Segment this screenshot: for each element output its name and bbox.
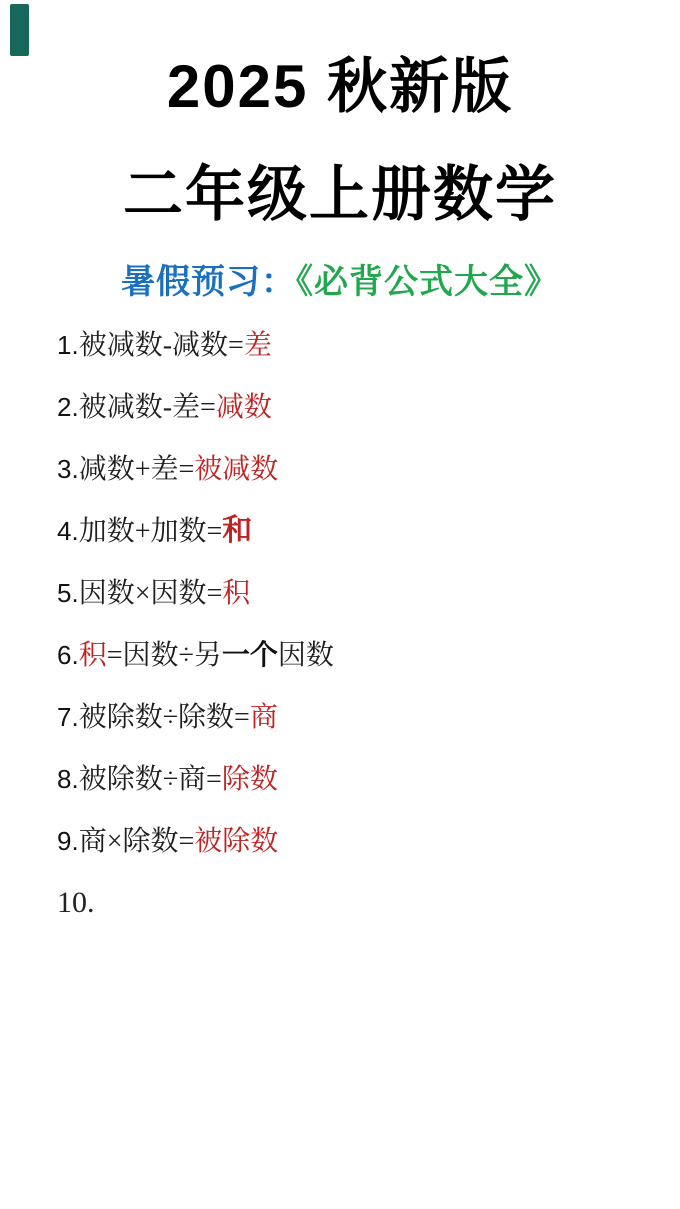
formula-number: 7. bbox=[57, 702, 79, 732]
formula-text-segment: 被除数÷商= bbox=[78, 764, 222, 795]
formula-text-segment: 被除数÷除数= bbox=[78, 702, 250, 733]
page-title-line-2: 二年级上册数学 bbox=[123, 161, 557, 228]
subtitle bbox=[0, 262, 680, 302]
formula-text-segment: 因数×因数= bbox=[78, 578, 223, 609]
formula-text-segment: 差 bbox=[243, 330, 272, 361]
formula-text-segment: 减数+差= bbox=[78, 454, 195, 485]
formula-row bbox=[57, 748, 680, 810]
formula-text-segment: 被除数 bbox=[194, 826, 279, 857]
formula-text-segment: =因数÷另 bbox=[106, 640, 222, 671]
formula-number: 4. bbox=[57, 516, 79, 546]
formula-number: 3. bbox=[57, 454, 79, 484]
formula-row bbox=[57, 314, 680, 376]
formula-row bbox=[57, 500, 680, 562]
formula-text-segment: 和 bbox=[222, 514, 253, 547]
formula-text-segment: 因数 bbox=[277, 640, 334, 671]
formula-text-segment: 积 bbox=[222, 578, 251, 609]
formula-number: 8. bbox=[57, 764, 79, 794]
formula-text-segment: 积 bbox=[78, 640, 107, 671]
formula-text-segment: 商 bbox=[249, 702, 278, 733]
subtitle-book-title: 《必背公式大全》 bbox=[296, 263, 559, 301]
formula-number: 5. bbox=[57, 578, 79, 608]
formula-text-segment: 除数 bbox=[221, 764, 278, 795]
formula-row bbox=[57, 810, 680, 872]
formula-list bbox=[0, 314, 680, 934]
formula-text-segment: 被减数 bbox=[194, 454, 279, 485]
formula-number: 10. bbox=[57, 886, 95, 919]
formula-text-segment: 减数 bbox=[215, 392, 272, 423]
corner-accent-mark bbox=[10, 4, 29, 56]
formula-number: 2. bbox=[57, 392, 79, 422]
formula-text-segment: 一个 bbox=[221, 639, 278, 670]
formula-row bbox=[57, 686, 680, 748]
formula-row bbox=[57, 438, 680, 500]
formula-number: 1. bbox=[57, 330, 79, 360]
formula-row bbox=[57, 872, 680, 934]
formula-text-segment: 加数+加数= bbox=[78, 516, 223, 547]
subtitle-prefix: 暑假预习： bbox=[121, 263, 296, 301]
formula-text-segment: 被减数-减数= bbox=[78, 330, 244, 361]
formula-row bbox=[57, 562, 680, 624]
formula-text-segment: 被减数-差= bbox=[78, 392, 216, 423]
formula-number: 9. bbox=[57, 826, 79, 856]
formula-row bbox=[57, 624, 680, 686]
formula-number: 6. bbox=[57, 640, 79, 670]
page-title-line-1: 2025 秋新版 bbox=[166, 53, 514, 120]
formula-text-segment: 商×除数= bbox=[78, 826, 195, 857]
formula-row bbox=[57, 376, 680, 438]
